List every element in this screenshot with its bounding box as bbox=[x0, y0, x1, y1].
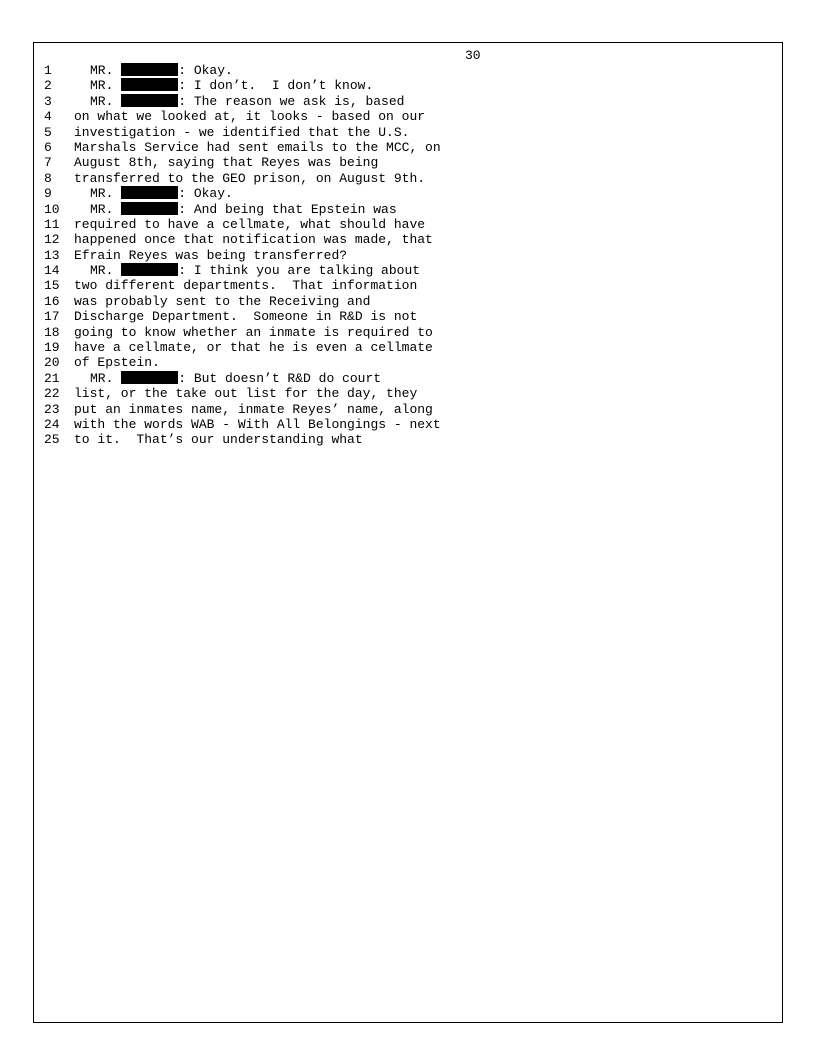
line-number: 2 bbox=[44, 78, 52, 94]
transcript-line bbox=[44, 248, 441, 263]
transcript-line bbox=[44, 432, 441, 447]
line-content: investigation - we identified that the U.S. bbox=[74, 124, 410, 140]
transcript-line bbox=[44, 202, 441, 217]
speaker-label: MR. bbox=[90, 201, 114, 217]
line-content: Efrain Reyes was being transferred? bbox=[74, 247, 348, 263]
line-text bbox=[74, 278, 417, 293]
line-number: 7 bbox=[44, 155, 52, 171]
line-text bbox=[74, 432, 363, 447]
line-text bbox=[74, 294, 370, 309]
line-number: 20 bbox=[44, 355, 60, 371]
line-number: 21 bbox=[44, 370, 60, 386]
speaker-label: MR. bbox=[90, 186, 114, 202]
line-content: : And being that Epstein was bbox=[178, 201, 397, 217]
line-number: 3 bbox=[44, 93, 52, 109]
line-text bbox=[74, 417, 441, 432]
transcript-line bbox=[44, 355, 441, 370]
line-number: 9 bbox=[44, 186, 52, 202]
line-content: : The reason we ask is, based bbox=[178, 93, 405, 109]
line-text bbox=[74, 355, 160, 370]
line-number: 15 bbox=[44, 278, 60, 294]
transcript-line bbox=[44, 140, 441, 155]
line-content: list, or the take out list for the day, they bbox=[74, 386, 418, 402]
line-number: 14 bbox=[44, 263, 60, 279]
transcript-line bbox=[44, 186, 441, 201]
transcript-line bbox=[44, 371, 441, 386]
transcript-line bbox=[44, 63, 441, 78]
line-text bbox=[74, 263, 420, 278]
transcript-line bbox=[44, 263, 441, 278]
line-number: 6 bbox=[44, 139, 52, 155]
line-text bbox=[74, 94, 404, 109]
line-text bbox=[74, 402, 433, 417]
redaction-block bbox=[121, 371, 178, 384]
redaction-block bbox=[121, 263, 178, 276]
line-content: August 8th, saying that Reyes was being bbox=[74, 155, 379, 171]
line-content: two different departments. That information bbox=[74, 278, 418, 294]
redaction-block bbox=[121, 94, 178, 107]
line-number: 23 bbox=[44, 401, 60, 417]
line-content: put an inmates name, inmate Reyes’ name, along bbox=[74, 401, 433, 417]
transcript-line bbox=[44, 155, 441, 170]
transcript-line bbox=[44, 294, 441, 309]
redaction-block bbox=[121, 186, 178, 199]
line-content: required to have a cellmate, what should have bbox=[74, 216, 426, 232]
line-number: 19 bbox=[44, 340, 60, 356]
redaction-block bbox=[121, 78, 178, 91]
page-number: 30 bbox=[465, 48, 481, 63]
line-text bbox=[74, 232, 433, 247]
line-text bbox=[74, 78, 373, 93]
line-content: was probably sent to the Receiving and bbox=[74, 293, 371, 309]
line-content: : I don’t. I don’t know. bbox=[178, 78, 374, 94]
line-content: on what we looked at, it looks - based on our bbox=[74, 109, 426, 125]
line-content: to it. That’s our understanding what bbox=[74, 432, 363, 448]
line-text bbox=[74, 325, 433, 340]
line-content: : But doesn’t R&D do court bbox=[178, 370, 382, 386]
transcript-line bbox=[44, 325, 441, 340]
speaker-label: MR. bbox=[90, 370, 114, 386]
line-content: transferred to the GEO prison, on August 9th. bbox=[74, 170, 426, 186]
redaction-block bbox=[121, 202, 178, 215]
transcript-line bbox=[44, 402, 441, 417]
redaction-block bbox=[121, 63, 178, 76]
line-text bbox=[74, 171, 425, 186]
line-text bbox=[74, 125, 409, 140]
line-content: going to know whether an inmate is required to bbox=[74, 324, 433, 340]
line-text bbox=[74, 309, 417, 324]
transcript-line bbox=[44, 78, 441, 93]
transcript-line bbox=[44, 171, 441, 186]
line-text bbox=[74, 140, 441, 155]
line-number: 5 bbox=[44, 124, 52, 140]
line-content: with the words WAB - With All Belongings - next bbox=[74, 416, 441, 432]
line-content: : I think you are talking about bbox=[178, 263, 421, 279]
transcript-line bbox=[44, 386, 441, 401]
line-text bbox=[74, 109, 425, 124]
line-text bbox=[74, 155, 378, 170]
transcript-line bbox=[44, 417, 441, 432]
line-text bbox=[74, 371, 381, 386]
line-number: 17 bbox=[44, 309, 60, 325]
line-text bbox=[74, 217, 425, 232]
line-content: : Okay. bbox=[178, 186, 233, 202]
line-number: 18 bbox=[44, 324, 60, 340]
line-number: 24 bbox=[44, 416, 60, 432]
line-content: Marshals Service had sent emails to the MCC, on bbox=[74, 139, 441, 155]
speaker-label: MR. bbox=[90, 93, 114, 109]
line-number: 10 bbox=[44, 201, 60, 217]
line-number: 1 bbox=[44, 63, 52, 78]
line-number: 11 bbox=[44, 216, 60, 232]
line-text bbox=[74, 386, 417, 401]
line-number: 12 bbox=[44, 232, 60, 248]
transcript-line bbox=[44, 125, 441, 140]
line-number: 13 bbox=[44, 247, 60, 263]
line-content: have a cellmate, or that he is even a cellmate bbox=[74, 340, 433, 356]
line-number: 16 bbox=[44, 293, 60, 309]
line-text bbox=[74, 186, 233, 201]
line-number: 4 bbox=[44, 109, 52, 125]
speaker-label: MR. bbox=[90, 63, 114, 78]
line-number: 22 bbox=[44, 386, 60, 402]
line-number: 8 bbox=[44, 170, 52, 186]
speaker-label: MR. bbox=[90, 263, 114, 279]
transcript-line bbox=[44, 278, 441, 293]
line-content: happened once that notification was made, that bbox=[74, 232, 433, 248]
transcript-line bbox=[44, 232, 441, 247]
transcript-line bbox=[44, 94, 441, 109]
speaker-label: MR. bbox=[90, 78, 114, 94]
line-content: Discharge Department. Someone in R&D is not bbox=[74, 309, 418, 325]
transcript-line bbox=[44, 109, 441, 124]
line-text bbox=[74, 340, 433, 355]
line-text bbox=[74, 63, 233, 78]
transcript-line bbox=[44, 217, 441, 232]
line-text bbox=[74, 248, 347, 263]
transcript-lines bbox=[44, 63, 441, 448]
line-number: 25 bbox=[44, 432, 60, 448]
line-content: : Okay. bbox=[178, 63, 233, 78]
line-content: of Epstein. bbox=[74, 355, 160, 371]
transcript-line bbox=[44, 340, 441, 355]
transcript-line bbox=[44, 309, 441, 324]
line-text bbox=[74, 202, 397, 217]
